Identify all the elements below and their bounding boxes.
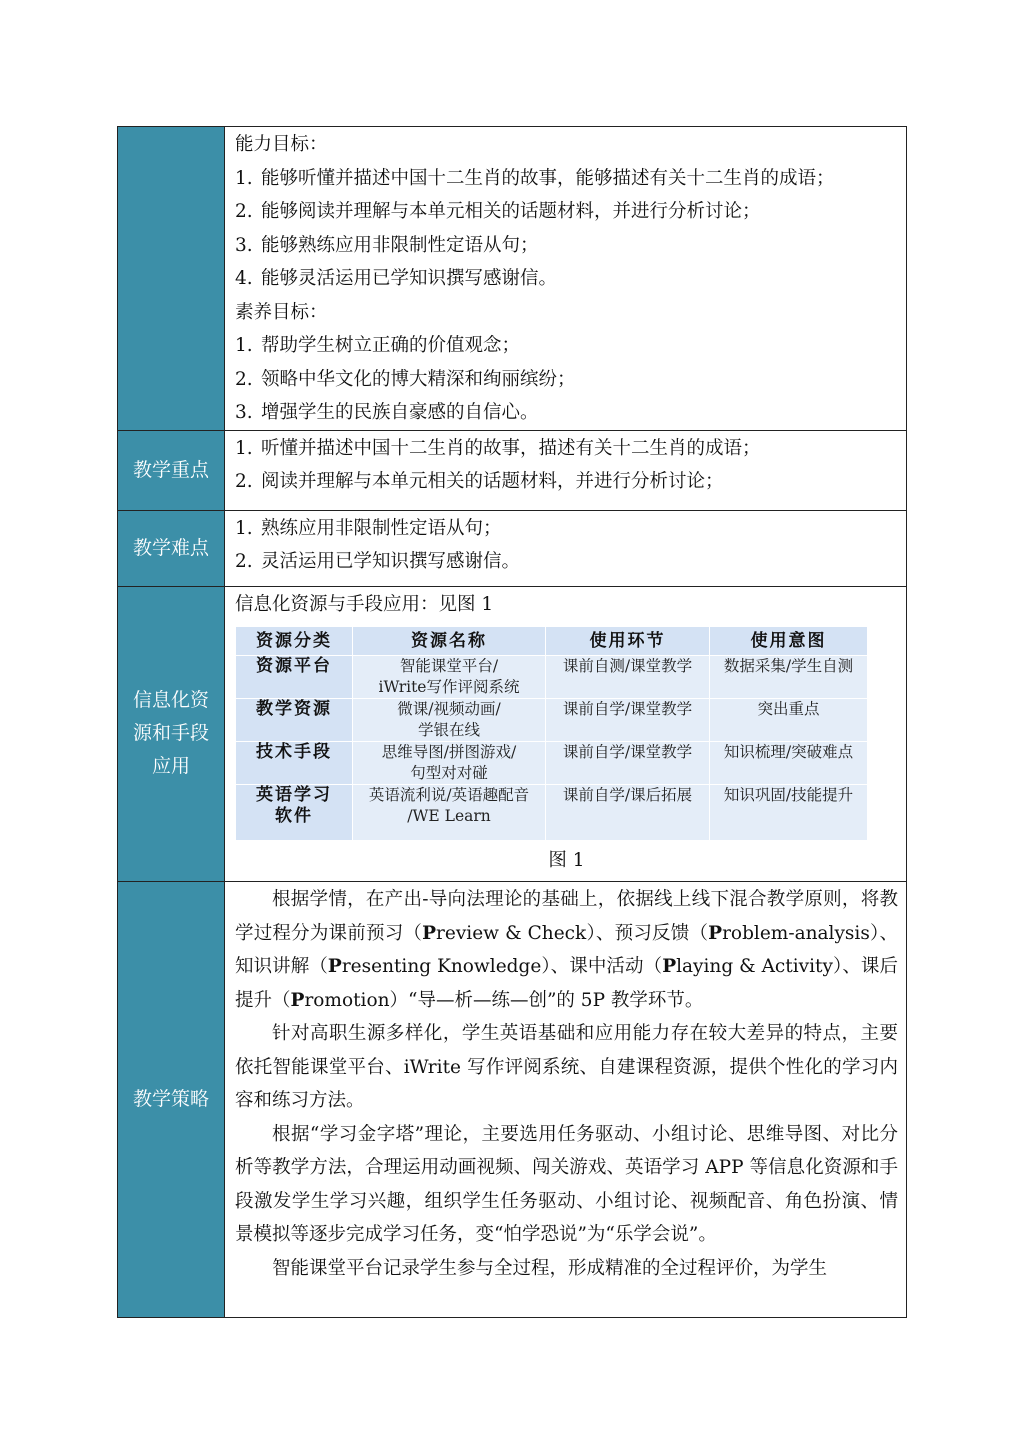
strategy-row	[118, 882, 907, 1318]
column-header: 资源名称	[353, 627, 546, 656]
list-item: 2. 能够阅读并理解与本单元相关的话题材料，并进行分析讨论；	[235, 201, 761, 222]
table-cell: 智能课堂平台/ iWrite写作评阅系统	[353, 656, 546, 699]
list-item: 2. 阅读并理解与本单元相关的话题材料，并进行分析讨论；	[235, 471, 724, 492]
column-header: 使用环节	[546, 627, 710, 656]
list-item: 1. 熟练应用非限制性定语从句；	[235, 517, 502, 539]
resource-table	[235, 626, 868, 841]
column-header: 使用意图	[710, 627, 868, 656]
column-header: 资源分类	[236, 627, 353, 656]
goals-label-cell	[118, 127, 225, 431]
resources-intro: 信息化资源与手段应用：见图 1	[235, 593, 494, 615]
key-points-row	[118, 430, 907, 510]
strategy-paragraph-2: 针对高职生源多样化，学生英语基础和应用能力存在较大差异的特点，主要依托智能课堂平台、iWrite 写作评阅系统、自建课程资源，提供个性化的学习内容和练习方法。	[235, 1023, 898, 1111]
list-item: 1. 能够听懂并描述中国十二生肖的故事，能够描述有关十二生肖的成语；	[235, 167, 835, 189]
difficulties-label: 教学难点	[118, 510, 225, 586]
table-cell: 技术手段	[236, 742, 353, 785]
list-item: 4. 能够灵活运用已学知识撰写感谢信。	[235, 268, 558, 289]
strategy-paragraph-3: 根据“学习金字塔”理论，主要选用任务驱动、小组讨论、思维导图、对比分析等教学方法，合理运用动画视频、闯关游戏、英语学习 APP 等信息化资源和手段激发学生学习兴趣，组织学生任务驱动、小组讨论、视频配音、角色扮演、情景模拟等逐步完成学习任务，变“怕学恐说”为“乐学会说”。	[235, 1123, 898, 1245]
difficulties-row	[118, 510, 907, 586]
lesson-plan-table	[117, 126, 907, 1318]
table-cell: 课前自测/课堂教学	[546, 656, 710, 699]
goals-row	[118, 127, 907, 431]
table-row	[236, 785, 868, 841]
table-cell: 资源平台	[236, 656, 353, 699]
key-points-content	[225, 430, 907, 510]
table-cell: 突出重点	[710, 699, 868, 742]
table-row	[236, 656, 868, 699]
list-item: 3. 能够熟练应用非限制性定语从句；	[235, 234, 539, 256]
resources-row	[118, 586, 907, 882]
resources-content	[225, 586, 907, 882]
table-row	[236, 699, 868, 742]
table-cell: 数据采集/学生自测	[710, 656, 868, 699]
list-item: 2. 领略中华文化的博大精深和绚丽缤纷；	[235, 368, 576, 390]
strategy-paragraph-4: 智能课堂平台记录学生参与全过程，形成精准的全过程评价，为学生	[272, 1257, 828, 1279]
list-item: 3. 增强学生的民族自豪感的自信心。	[235, 402, 539, 423]
strategy-paragraph-1: 根据学情，在产出-导向法理论的基础上，依据线上线下混合教学原则，将教学过程分为课前预习（Preview & Check）、预习反馈（Problem-analysis）、知识讲解（Presenting Knowledge）、课中活动（Playing & Activity）、课后提升（Promotion）“导—析—练—创”的 5P 教学环节。	[235, 889, 898, 1011]
list-item: 1. 帮助学生树立正确的价值观念；	[235, 335, 521, 356]
ability-goals-heading: 能力目标：	[235, 134, 328, 155]
difficulties-content	[225, 510, 907, 586]
figure-caption: 图 1	[548, 850, 585, 871]
table-row	[236, 742, 868, 785]
table-cell: 教学资源	[236, 699, 353, 742]
strategy-label: 教学策略	[118, 882, 225, 1318]
key-points-label: 教学重点	[118, 430, 225, 510]
table-cell: 课前自学/课堂教学	[546, 699, 710, 742]
table-cell: 课前自学/课堂教学	[546, 742, 710, 785]
resource-table-header	[236, 627, 868, 656]
list-item: 1. 听懂并描述中国十二生肖的故事，描述有关十二生肖的成语；	[235, 437, 761, 459]
strategy-content	[225, 882, 907, 1318]
table-cell: 知识梳理/突破难点	[710, 742, 868, 785]
quality-goals-list	[235, 329, 898, 430]
table-cell: 思维导图/拼图游戏/ 句型对对碰	[353, 742, 546, 785]
table-cell: 英语流利说/英语趣配音 /WE Learn	[353, 785, 546, 841]
list-item: 2. 灵活运用已学知识撰写感谢信。	[235, 551, 521, 572]
quality-goals-heading: 素养目标：	[235, 301, 328, 323]
table-cell: 英语学习 软件	[236, 785, 353, 841]
goals-content	[225, 127, 907, 431]
table-cell: 知识巩固/技能提升	[710, 785, 868, 841]
table-cell: 课前自学/课后拓展	[546, 785, 710, 841]
resources-label: 信息化资 源和手段 应用	[118, 586, 225, 882]
table-cell: 微课/视频动画/ 学银在线	[353, 699, 546, 742]
ability-goals-list	[235, 162, 898, 296]
